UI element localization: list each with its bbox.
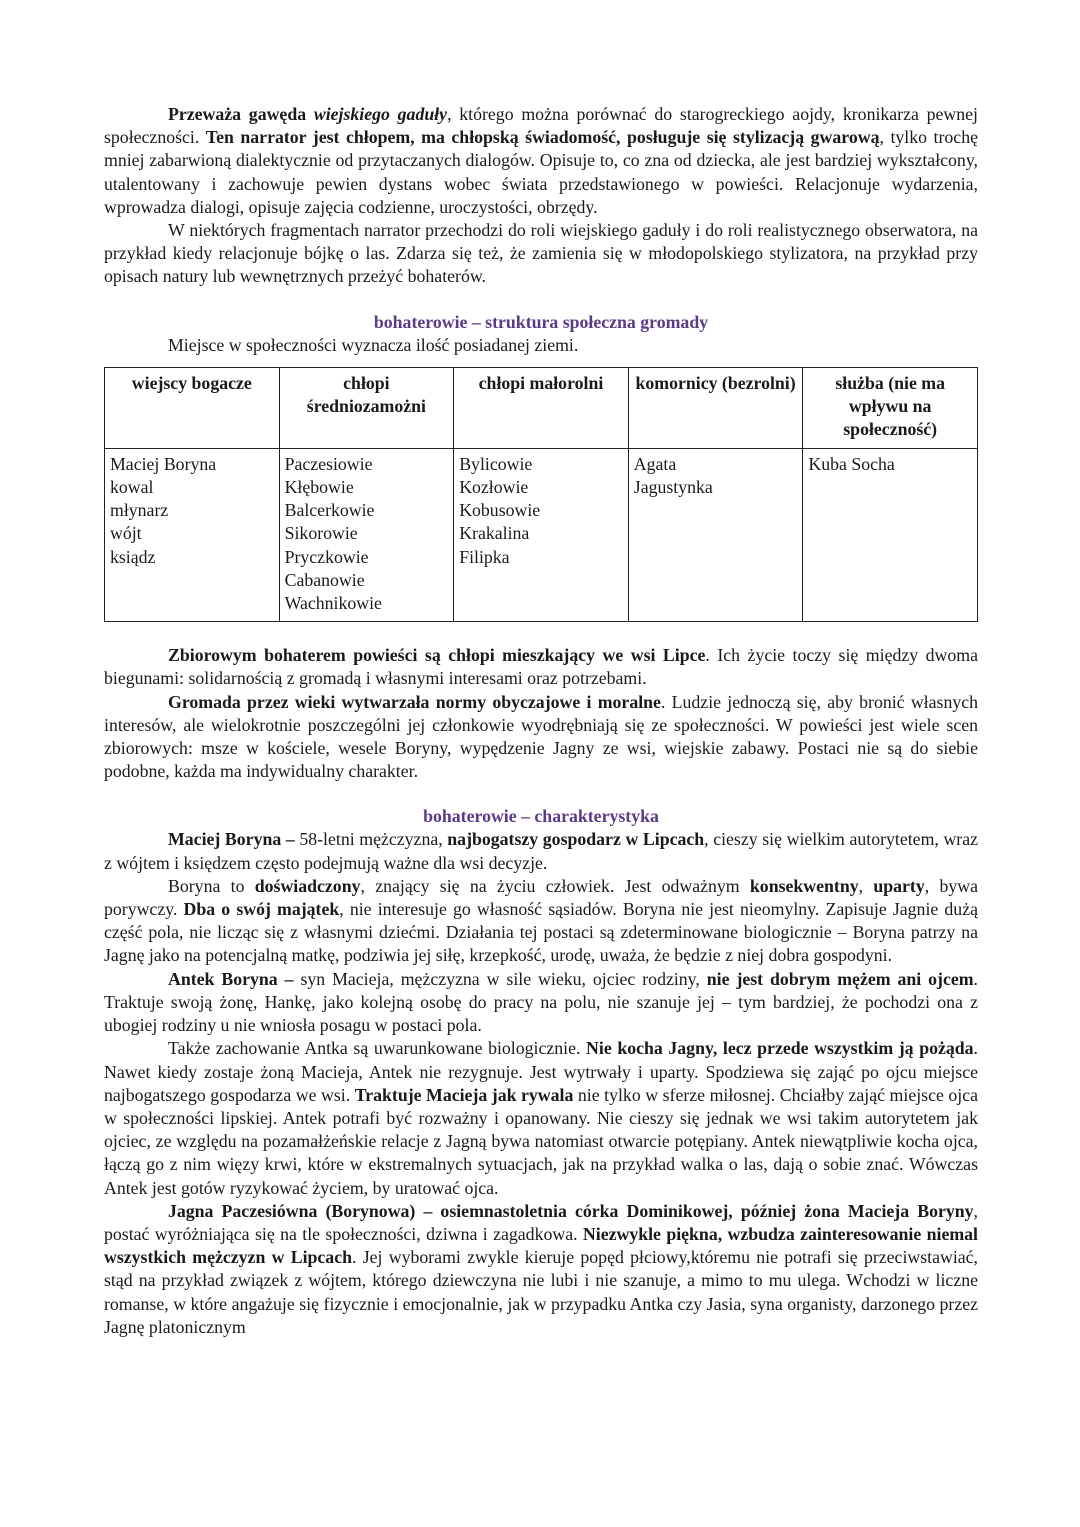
list-item: Kłębowie: [284, 477, 354, 498]
list-item: wójt: [110, 523, 142, 544]
text: , bywa porywczy.: [104, 875, 979, 920]
table-cell: [803, 448, 978, 621]
text: , tylko trochę mniej zabarwioną dialektycznie od przytaczanych dialogów. Opisuje to, co zna od dziecka, ale jest bardziej wykształcony, utalentowany i zachowuje pewien dystans wobec świata przedstawionego w powieści. Relacjonuje wydarzenia, wprowadza dialogi, opisuje zajęcia codzienne, uroczystości, obrzędy.: [104, 127, 978, 217]
bold-text: Traktuje Macieja jak rywala: [354, 1084, 574, 1105]
list-item: Krakalina: [459, 523, 530, 544]
paragraph-maciej-boryna: [104, 828, 978, 874]
bold-text: nie jest dobrym mężem ani ojcem: [706, 968, 974, 989]
list-item: młynarz: [110, 500, 169, 521]
list-item: Kozłowie: [459, 477, 529, 498]
text: , znający się na życiu człowiek. Jest odważnym: [360, 875, 750, 896]
list-item: Kobusowie: [459, 500, 541, 521]
paragraph-collective-hero: [104, 644, 978, 690]
bold-text: Nie kocha Jagny, lecz przede wszystkim ją pożąda: [586, 1038, 974, 1059]
column-header: służba (nie ma wpływu na społeczność): [803, 367, 978, 448]
section-heading-social-structure: bohaterowie – struktura społeczna gromady: [373, 311, 709, 332]
paragraph-narrator-roles: W niektórych fragmentach narrator przechodzi do roli wiejskiego gaduły i do roli realistycznego obserwatora, na przykład kiedy relacjonuje bójkę o las. Zdarza się też, że zamienia się w młodopolskiego stylizatora, na przykład przy opisach natury lub wewnętrznych przeżyć bohaterów.: [104, 220, 978, 287]
text: Boryna to: [168, 875, 255, 896]
table-cell: [454, 448, 629, 621]
bold-text: Gromada przez wieki wytwarzała normy obyczajowe i moralne: [168, 691, 661, 712]
bold-text: Przeważa gawęda: [168, 104, 314, 124]
table-header-row: [105, 367, 978, 448]
text: . Jej wyborami zwykle kieruje popęd płciowy,któremu nie potrafi się przeciwstawiać, stąd na przykład związek z wójtem, którego dziewczyna nie lubi i nie szanuje, a mimo to mu ulega. Wchodzi w liczne romanse, w które angażuje się fizycznie i emocjonalnie, jak w przypadku Antka czy Jasia, syna organisty, darzonego przez Jagnę platonicznym: [104, 1247, 978, 1337]
table-cell: [105, 448, 280, 621]
column-header: wiejscy bogacze: [105, 367, 280, 448]
bold-text: konsekwentny: [749, 875, 859, 896]
bold-text: uparty: [873, 875, 925, 896]
paragraph-boryna-traits: [104, 875, 978, 968]
bold-italic-text: wiejskiego gaduły: [313, 104, 448, 124]
bold-text: doświadczony: [254, 875, 361, 896]
paragraph-jagna: [104, 1200, 978, 1339]
list-item: Kuba Socha: [808, 453, 895, 474]
table-row: [105, 448, 978, 621]
text: 58-letni mężczyzna,: [294, 829, 448, 850]
paragraph-narrator: [104, 103, 978, 219]
list-item: Cabanowie: [284, 569, 365, 590]
bold-text: Ten narrator jest chłopem, ma chłopską świadomość, posługuje się stylizacją gwarową: [205, 127, 880, 148]
list-item: Filipka: [459, 546, 510, 567]
text: Także zachowanie Antka są uwarunkowane biologicznie.: [168, 1038, 587, 1059]
paragraph-antek-boryna: [104, 968, 978, 1038]
paragraph-land: Miejsce w społeczności wyznacza ilość posiadanej ziemi.: [168, 334, 579, 355]
bold-text: Niezwykle piękna, wzbudza zainteresowanie niemal wszystkich mężczyzn w Lipcach: [104, 1223, 978, 1268]
social-structure-table: [104, 367, 978, 622]
list-item: Maciej Boryna: [110, 453, 217, 474]
text: . Ludzie jednoczą się, aby bronić własnych interesów, ale wielokrotnie poszczególni jej członkowie wyodrębniają się ze społeczności. W powieści jest wiele scen zbiorowych: msze w kościele, wesele Boryny, wypędzenie Jagny ze wsi, wiejskie zabawy. Postaci nie są do siebie podobne, każda ma indywidualny charakter.: [104, 691, 979, 782]
bold-text: Dba o swój majątek: [183, 899, 340, 920]
column-header: komornicy (bezrolni): [628, 367, 803, 448]
text: syn Macieja, mężczyzna w sile wieku, ojciec rodziny,: [293, 968, 707, 989]
document-page: [104, 103, 978, 1339]
paragraph-antek-behavior: [104, 1037, 978, 1199]
list-item: Agata: [633, 453, 677, 474]
text: ,: [858, 875, 874, 896]
bold-text: Zbiorowym bohaterem powieści są chłopi mieszkający we wsi Lipce: [168, 645, 706, 666]
bold-text: Jagna Paczesiówna (Borynowa) – osiemnastoletnia córka Dominikowej, później żona Macieja Boryny: [168, 1200, 974, 1221]
text: . Nawet kiedy zostaje żoną Macieja, Antek nie rezygnuje. Jest wytrwały i uparty. Spodziewa się zająć po ojcu miejsce najbogatszego gospodarza we wsi.: [104, 1038, 978, 1105]
paragraph-community-norms: [104, 691, 978, 784]
table-cell: [628, 448, 803, 621]
bold-text: Maciej Boryna –: [168, 829, 295, 850]
text: , postać wyróżniająca się na tle społeczności, dziwna i zagadkowa.: [104, 1200, 978, 1244]
list-item: Pryczkowie: [284, 546, 369, 567]
bold-text: Antek Boryna –: [168, 968, 294, 989]
column-header: chłopi średniozamożni: [279, 367, 454, 448]
bold-text: najbogatszy gospodarz w Lipcach: [447, 829, 705, 850]
section-heading-characters: bohaterowie – charakterystyka: [423, 806, 659, 827]
text: . Ich życie toczy się między dwoma biegunami: solidarnością z gromadą i własnymi interesami oraz potrzebami.: [104, 645, 978, 689]
list-item: Wachnikowie: [284, 593, 382, 614]
list-item: Bylicowie: [459, 453, 533, 474]
list-item: Jagustynka: [633, 477, 713, 498]
list-item: ksiądz: [110, 546, 156, 567]
text: , którego można porównać do starogreckiego aojdy, kronikarza pewnej społeczności.: [104, 104, 978, 148]
text: nie tylko w sferze miłosnej. Chciałby zająć miejsce ojca w społeczności lipskiej. Antek potrafi być rozważny i opanowany. Nie cieszy się jednak we wsi takim autorytetem jak ojciec, ze względu na pozamałżeńskie relacje z Jagną bywa natomiast otwarcie potępiany. Antek niewątpliwie kocha ojca, łączą go z nim więzy krwi, które w ekstremalnych sytuacjach, jak na przykład walka o las, dają o sobie znać. Wówczas Antek jest gotów ryzykować życiem, by uratować ojca.: [104, 1084, 978, 1198]
list-item: Balcerkowie: [284, 500, 375, 521]
text: . Traktuje swoją żonę, Hankę, jako kolejną osobę do pracy na polu, nie szanuje jej – tym bardziej, że pochodzi ona z ubogiej rodziny u nie wniosła posagu w postaci pola.: [104, 968, 978, 1036]
text: , cieszy się wielkim autorytetem, wraz z wójtem i księdzem często podejmują ważne dla wsi decyzje.: [104, 829, 979, 873]
list-item: kowal: [110, 477, 154, 498]
table-cell: [279, 448, 454, 621]
list-item: Paczesiowie: [284, 453, 373, 474]
list-item: Sikorowie: [284, 523, 358, 544]
text: , nie interesuje go własność sąsiadów. Boryna nie jest nieomylny. Zapisuje Jagnie dużą część pola, nie licząc się z własnymi dziećmi. Działania tej postaci są zdeterminowane biologicznie – Boryna patrzy na Jagnę jako na potencjalną matkę, podziwia jej siłę, krzepkość, urodę, uważa, że będzie z niej dobra gospodyni.: [104, 899, 978, 966]
column-header: chłopi małorolni: [454, 367, 629, 448]
